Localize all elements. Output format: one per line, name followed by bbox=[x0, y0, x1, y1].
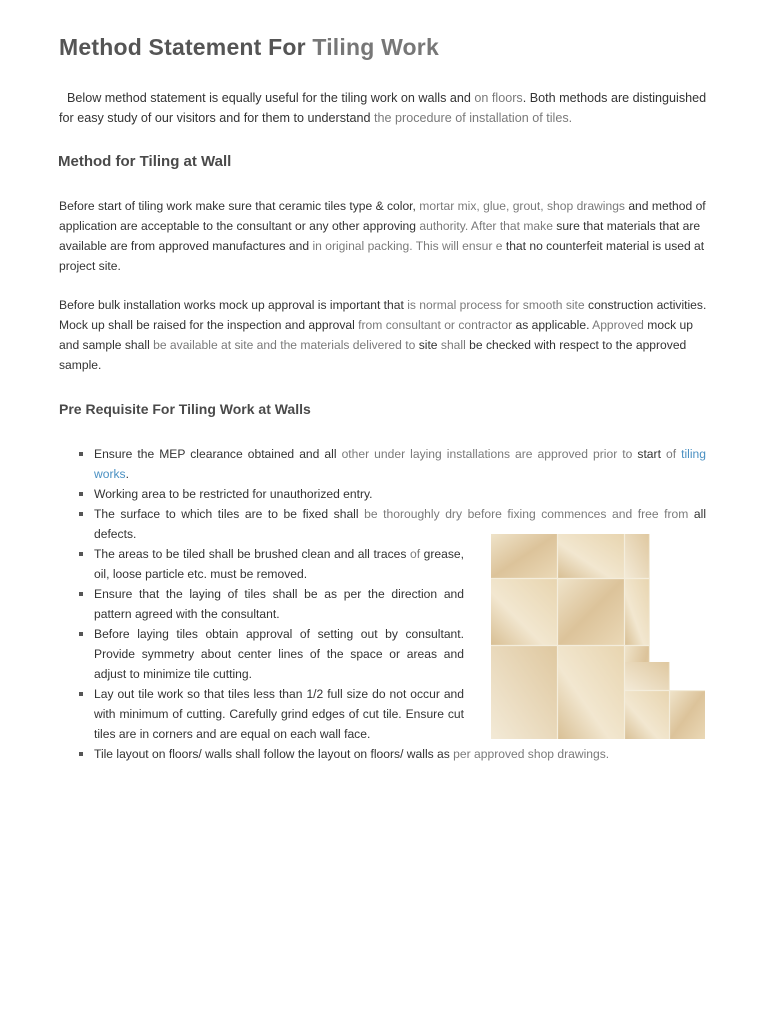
bullet-icon bbox=[79, 752, 83, 756]
bullet-icon bbox=[79, 692, 83, 696]
para1-text-1: Before start of tiling work make sure that ceramic tiles type & color, bbox=[59, 199, 420, 213]
section-heading: Method for Tiling at Wall bbox=[58, 153, 232, 170]
bullet-icon bbox=[79, 512, 83, 516]
list-item: The areas to be tiled shall be brushed clean and all traces of grease, oil, loose particle etc. must be removed. bbox=[94, 544, 464, 584]
tile bbox=[491, 534, 557, 578]
tile-pattern-image bbox=[491, 534, 705, 741]
intro-text-2: on floors bbox=[474, 91, 523, 105]
title-part2: Tiling Work bbox=[312, 34, 439, 60]
tile bbox=[558, 579, 624, 645]
para1-text-2: mortar mix, glue, grout, shop drawings bbox=[419, 199, 625, 213]
para2-text-13: be checked with respect to the approved sample. bbox=[59, 338, 687, 372]
para2-text-6: Approved bbox=[592, 318, 644, 332]
tile bbox=[491, 646, 557, 741]
tile bbox=[491, 579, 557, 645]
list-item: Tile layout on floors/ walls shall follow the layout on floors/ walls as per approved shop drawings. bbox=[94, 744, 706, 764]
para1-text-6: in original packing. This will ensur e bbox=[312, 239, 503, 253]
page-title bbox=[59, 34, 439, 61]
tiling-works-link[interactable]: tiling works bbox=[94, 447, 706, 481]
para2-text-2: is normal process for smooth site bbox=[407, 298, 585, 312]
list-item: Working area to be restricted for unauthorized entry. bbox=[94, 484, 706, 504]
paragraph-materials bbox=[59, 196, 709, 276]
para2-text-5: as applicable. bbox=[512, 318, 593, 332]
tile bbox=[625, 579, 649, 645]
tile bbox=[558, 646, 624, 741]
intro-text-3: . Both methods are distinguished for easy study of our visitors and for them to understand bbox=[59, 91, 707, 125]
para1-text-7: that no counterfeit material is used at project site. bbox=[59, 239, 705, 273]
list-item: Ensure the MEP clearance obtained and all other under laying installations are approved prior to start of tiling works. bbox=[94, 444, 706, 484]
intro-text-1: Below method statement is equally useful for the tiling work on walls and bbox=[67, 91, 475, 105]
tile bbox=[670, 691, 705, 739]
para2-text-1: Before bulk installation works mock up approval is important that bbox=[59, 298, 408, 312]
bullet-icon bbox=[79, 632, 83, 636]
subsection-heading: Pre Requisite For Tiling Work at Walls bbox=[59, 401, 311, 417]
bullet-icon bbox=[79, 492, 83, 496]
list-item: The surface to which tiles are to be fixed shall be thoroughly dry before fixing commences and free from all defects. bbox=[94, 504, 706, 544]
bullet-icon bbox=[79, 452, 83, 456]
paragraph-mockup bbox=[59, 295, 709, 375]
intro-text-4: the procedure of installation of tiles. bbox=[374, 111, 573, 125]
para1-text-4: authority. After that make bbox=[419, 219, 553, 233]
intro-paragraph bbox=[59, 88, 709, 128]
para2-text-4: from consultant or contractor bbox=[358, 318, 513, 332]
tile bbox=[625, 534, 649, 578]
bullet-icon bbox=[79, 552, 83, 556]
para2-text-10: the materials delivered to bbox=[280, 338, 416, 352]
bullet-icon bbox=[79, 592, 83, 596]
list-item: Before laying tiles obtain approval of setting out by consultant. Provide symmetry about center lines of the space or areas and adjust to minimize tile cutting. bbox=[94, 624, 464, 684]
title-part1: Method Statement For bbox=[59, 34, 313, 60]
para2-text-7: mock up and sample shall bbox=[59, 318, 693, 352]
para2-text-12: shall bbox=[440, 338, 466, 352]
para1-text-3: and method of application are acceptable to the consultant or any other approving bbox=[59, 199, 706, 233]
para2-text-11: site bbox=[415, 338, 441, 352]
tile bbox=[625, 691, 669, 741]
list-item: Lay out tile work so that tiles less than 1/2 full size do not occur and with minimum of cutting. Carefully grind edges of cut tile. Ensure cut tiles are in corners and are equal on each wall face. bbox=[94, 684, 464, 744]
para2-text-8: be available at site and bbox=[153, 338, 277, 352]
tile bbox=[625, 662, 669, 690]
para1-text-5: sure that materials that are available are from approved manufactures and bbox=[59, 219, 701, 253]
list-item: Ensure that the laying of tiles shall be as per the direction and pattern agreed with the consultant. bbox=[94, 584, 464, 624]
para2-text-3: construction activities. Mock up shall be raised for the inspection and approval bbox=[59, 298, 707, 332]
tile bbox=[558, 534, 624, 578]
